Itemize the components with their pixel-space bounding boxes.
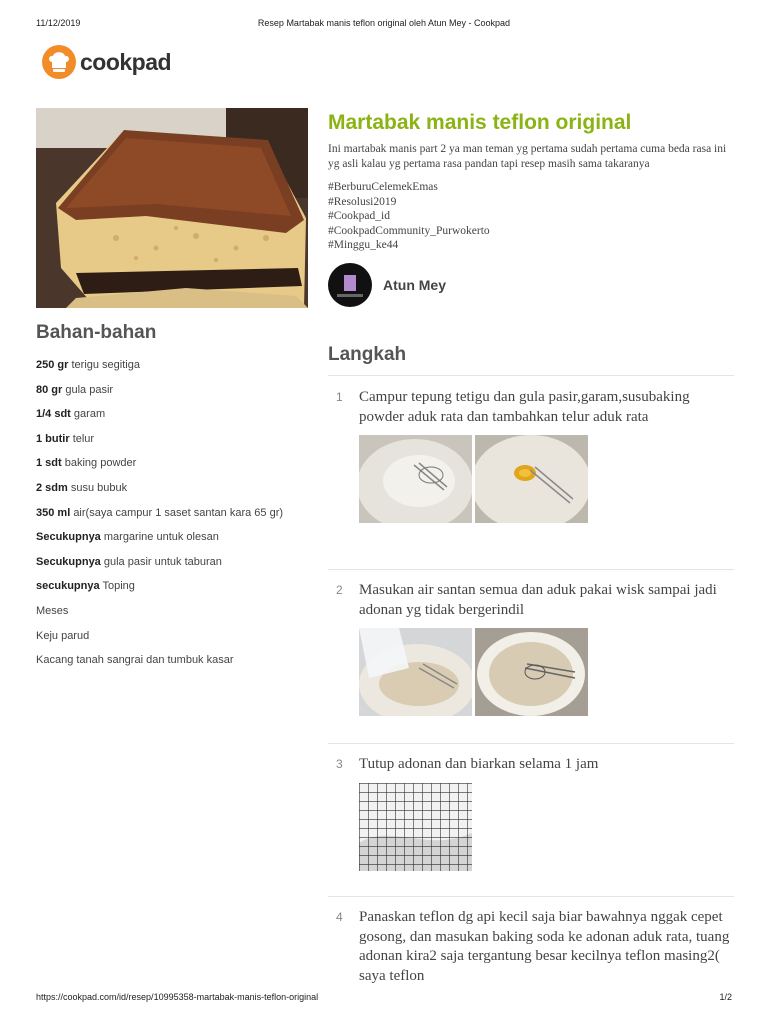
- ingredient-item: [36, 530, 308, 555]
- step-photos: [359, 628, 734, 716]
- ingredient-name: gula pasir: [65, 383, 114, 396]
- recipe-hero-image: [36, 108, 308, 308]
- ingredient-item: [36, 432, 308, 457]
- ingredient-name: Kacang tanah sangrai dan tumbuk kasar: [36, 654, 234, 667]
- ingredient-item: [36, 383, 308, 408]
- ingredient-item: [36, 407, 308, 432]
- cookpad-logo[interactable]: [42, 44, 171, 80]
- ingredient-item: [36, 555, 308, 580]
- ingredient-name: gula pasir untuk taburan: [103, 555, 222, 568]
- avatar[interactable]: [328, 263, 372, 307]
- step-photo[interactable]: [359, 435, 472, 523]
- ingredient-name: Toping: [102, 580, 135, 593]
- brand-name: cookpad: [80, 48, 172, 75]
- step-text: Tutup adonan dan biarkan selama 1 jam: [359, 756, 599, 772]
- ingredient-item: [36, 653, 308, 678]
- print-url: https://cookpad.com/id/resep/10995358-martabak-manis-teflon-original: [36, 992, 319, 1002]
- hashtag-link[interactable]: #Resolusi2019: [328, 195, 397, 208]
- ingredient-item: [36, 579, 308, 604]
- hashtag-link[interactable]: #Cookpad_id: [328, 210, 390, 223]
- ingredient-qty: 350 ml: [36, 506, 71, 519]
- step-photos: [359, 783, 734, 871]
- ingredient-qty: Secukupnya: [36, 531, 101, 544]
- recipe-description: Ini martabak manis part 2 ya man teman yg pertama sudah pertama cuma beda rasa ini yg asli kalau yg pertama rasa pandan tapi resep masih sama takaranya: [328, 143, 727, 170]
- hashtag-link[interactable]: #Minggu_ke44: [328, 239, 399, 252]
- step-photo[interactable]: [359, 783, 472, 871]
- step-text: Masukan air santan semua dan aduk pakai wisk sampai jadi adonan yg tidak bergerindil: [359, 582, 717, 618]
- ingredient-name: margarine untuk olesan: [103, 531, 219, 544]
- print-title: Resep Martabak manis teflon original oleh Atun Mey - Cookpad: [257, 18, 511, 28]
- steps-title: Langkah: [328, 344, 407, 365]
- page-number: 1/2: [719, 992, 732, 1002]
- ingredient-name: Keju parud: [36, 629, 90, 642]
- chef-hat-icon: [42, 45, 76, 79]
- recipe-title: Martabak manis teflon original: [328, 111, 632, 134]
- divider: [328, 896, 734, 897]
- ingredient-name: garam: [73, 408, 106, 421]
- step-number: 3: [336, 757, 343, 771]
- step-photo[interactable]: [475, 435, 588, 523]
- step-item: [328, 388, 734, 523]
- ingredient-item: [36, 506, 308, 531]
- ingredient-name: susu bubuk: [70, 481, 128, 494]
- ingredient-name: Meses: [36, 604, 69, 617]
- ingredient-item: [36, 629, 308, 654]
- ingredient-name: air(saya campur 1 saset santan kara 65 gr): [73, 506, 284, 519]
- step-text: Panaskan teflon dg api kecil saja biar bawahnya nggak cepet gosong, dan masukan baking soda ke adonan aduk rata, tuang adonan kira2 saja tergantung besar kecilnya teflon masing2( saya teflon: [359, 909, 730, 984]
- print-header: [36, 18, 732, 32]
- ingredient-qty: 250 gr: [36, 359, 69, 371]
- ingredients-section: [36, 322, 308, 678]
- ingredients-title: Bahan-bahan: [36, 322, 157, 343]
- print-date: 11/12/2019: [36, 18, 81, 28]
- recipe-header: [328, 110, 734, 309]
- ingredient-qty: 1/4 sdt: [36, 408, 71, 421]
- ingredients-list: [36, 358, 308, 678]
- ingredient-item: [36, 604, 308, 629]
- ingredient-qty: 80 gr: [36, 383, 63, 396]
- divider: [328, 743, 734, 744]
- ingredient-qty: Secukupnya: [36, 555, 101, 568]
- ingredient-qty: 2 sdm: [36, 481, 68, 494]
- print-footer: [36, 992, 732, 1006]
- ingredient-name: terigu segitiga: [71, 359, 140, 371]
- ingredient-qty: 1 butir: [36, 432, 70, 445]
- ingredient-item: [36, 481, 308, 506]
- ingredient-name: baking powder: [64, 457, 137, 470]
- step-number: 2: [336, 583, 343, 597]
- ingredient-name: telur: [72, 432, 95, 445]
- step-item: [328, 908, 734, 986]
- step-photo[interactable]: [475, 628, 588, 716]
- ingredient-item: [36, 456, 308, 481]
- recipe-tags: [328, 180, 734, 253]
- step-text: Campur tepung tetigu dan gula pasir,garam,susubaking powder aduk rata dan tambahkan telur aduk rata: [359, 389, 690, 425]
- ingredient-qty: secukupnya: [36, 580, 100, 593]
- author-block[interactable]: [328, 261, 734, 309]
- hashtag-link[interactable]: #BerburuCelemekEmas: [328, 181, 438, 193]
- step-item: [328, 755, 734, 871]
- step-photo[interactable]: [359, 628, 472, 716]
- divider: [328, 375, 734, 376]
- step-item: [328, 581, 734, 716]
- hashtag-link[interactable]: #CookpadCommunity_Purwokerto: [328, 224, 490, 237]
- step-number: 1: [336, 390, 343, 404]
- author-name[interactable]: Atun Mey: [383, 276, 446, 293]
- ingredient-qty: 1 sdt: [36, 457, 62, 470]
- step-number: 4: [336, 910, 343, 924]
- step-photos: [359, 435, 734, 523]
- ingredient-item: [36, 358, 308, 383]
- divider: [328, 569, 734, 570]
